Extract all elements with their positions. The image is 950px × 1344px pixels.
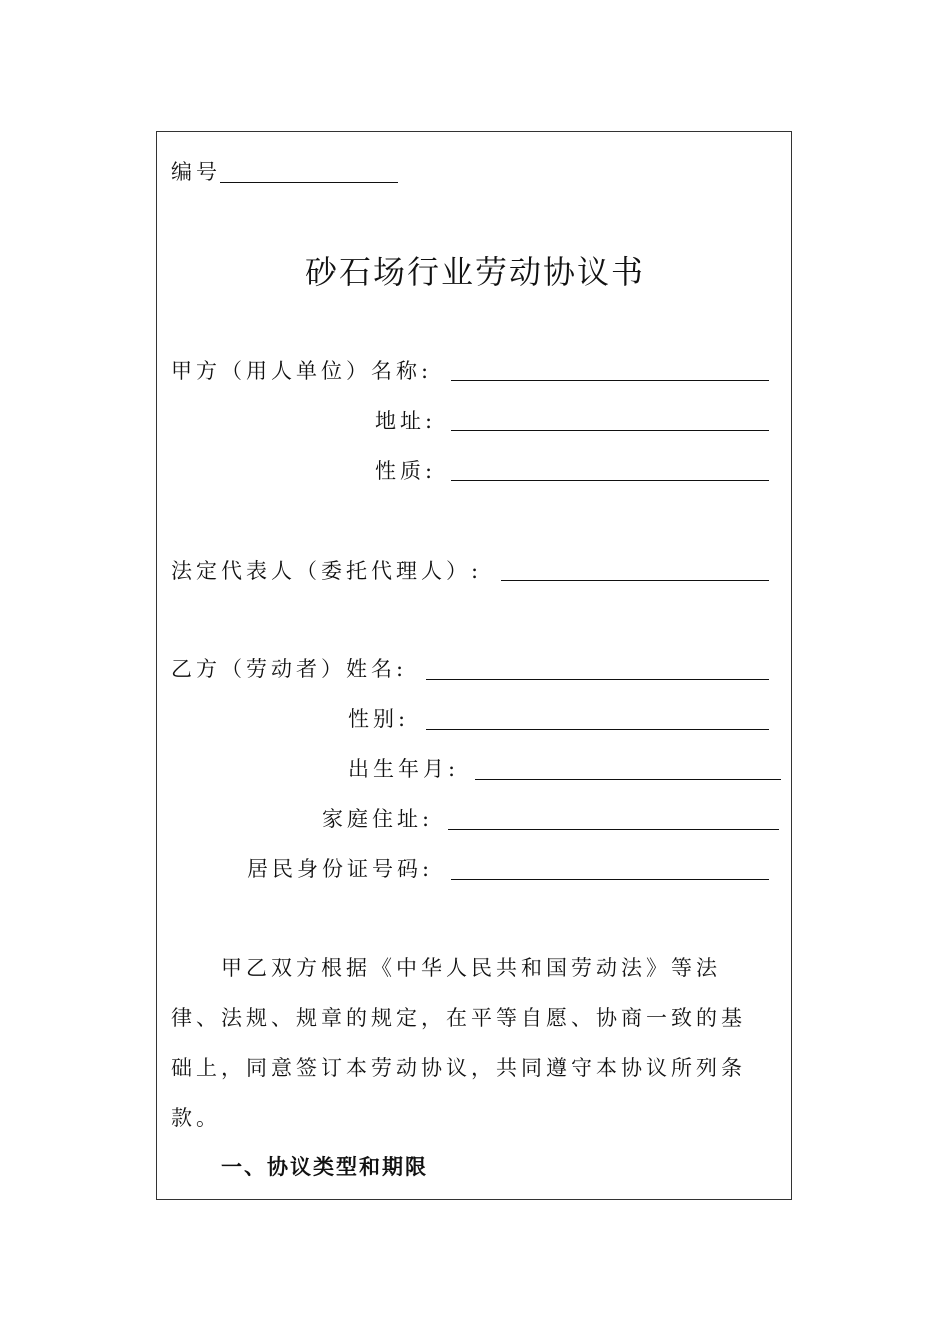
intro-line-3: 础上，同意签订本劳动协议，共同遵守本协议所列条: [171, 1056, 746, 1080]
party-b-birth-field[interactable]: [475, 779, 781, 780]
document-title: 砂石场行业劳动协议书: [304, 253, 645, 291]
intro-line-2: 律、法规、规章的规定，在平等自愿、协商一致的基: [171, 1006, 746, 1030]
party-a-address-field[interactable]: [451, 430, 769, 431]
party-b-gender-field[interactable]: [426, 729, 769, 730]
number-field[interactable]: [220, 182, 398, 183]
party-a-name-field[interactable]: [451, 380, 769, 381]
party-b-id-label: 居民身份证号码:: [247, 857, 434, 881]
party-b-name-label: 乙方（劳动者）姓名:: [171, 657, 408, 681]
legal-rep-label: 法定代表人（委托代理人）:: [171, 559, 483, 583]
party-b-birth-label: 出生年月:: [348, 757, 460, 781]
party-a-nature-label: 性质:: [375, 459, 437, 483]
section-1-heading: 一、协议类型和期限: [221, 1154, 428, 1179]
party-b-id-field[interactable]: [451, 879, 769, 880]
party-a-address-label: 地址:: [375, 409, 437, 433]
party-b-gender-label: 性别:: [348, 707, 410, 731]
party-b-home-field[interactable]: [448, 829, 779, 830]
number-label: 编号: [171, 160, 221, 184]
legal-rep-field[interactable]: [501, 580, 769, 581]
party-b-name-field[interactable]: [426, 679, 769, 680]
party-a-nature-field[interactable]: [451, 480, 769, 481]
party-b-home-label: 家庭住址:: [322, 807, 434, 831]
intro-line-4: 款。: [171, 1106, 221, 1130]
party-a-name-label: 甲方（用人单位）名称:: [171, 359, 433, 383]
intro-line-1: 甲乙双方根据《中华人民共和国劳动法》等法: [221, 956, 721, 980]
